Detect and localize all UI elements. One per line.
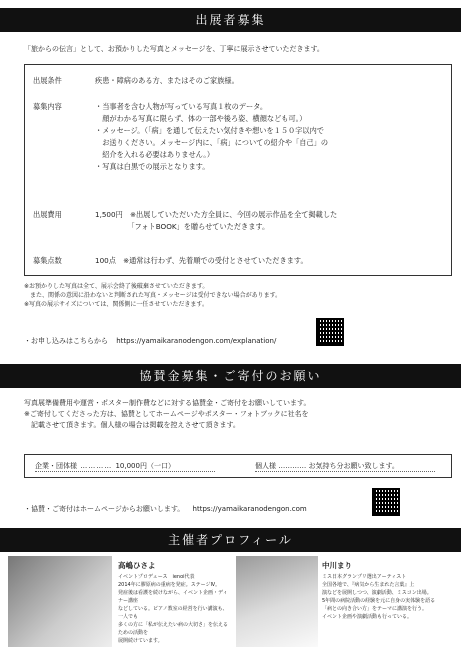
organizer-name-2: 中川まり <box>322 561 352 570</box>
apply-line <box>24 336 324 346</box>
organizer-bio-1: イベントプロデュース ienoi代表 2014年に膠原病の重病を発症。ステージⅣ。 発症後は看護を続けながら、イベント企画・ディナー講座 などしている。ピアノ教室の経営を行い講演も、一人でも 多くの方に「私が伝えたい病の大切さ」を伝えるための活動を 展開続けています。 <box>118 574 229 644</box>
row-content: ・当事者を含む人物が写っている写真１枚のデータ。 顔がわかる写真に限らず、体の一部や後ろ姿、横顔なども可。） ・メッセージ。（「病」を通して伝えたい気付きや想いを１５０字以内で お送りください。メッセージ内に、「病」についての紹介や「自己」の 紹介を入れる必要はありません。） ・写真は白黒での展示となります。 <box>95 102 329 171</box>
organizer-profile-2 <box>322 560 454 621</box>
sponsorship-box <box>24 454 452 478</box>
row-label: 募集点数 <box>33 256 62 265</box>
notes: ※お預かりした写真は全て、展示会終了後破棄させていただきます。 また、関係の意図に沿わないと判断された写真・メッセージは受付できない場合があります。 ※写真の展示サイズについては、関係側に一任させていただきます。 <box>24 283 282 308</box>
apply-text: ・お申し込みはこちらから <box>24 337 108 345</box>
row-content: 1,500円 ※出展していただいた方全員に、今回の展示作品を全て掲載した 「フォトBOOK」を贈らせていただきます。 <box>95 210 338 231</box>
row-label: 募集内容 <box>33 102 62 111</box>
organizer-photo-2 <box>236 556 318 647</box>
organizer-name-1: 高嶋ひさよ <box>118 561 156 570</box>
row-content: 100点 ※通常は行わず、先着順での受付とさせていただきます。 <box>95 256 308 265</box>
qr-code-apply[interactable] <box>316 318 344 346</box>
row-conditions <box>33 75 443 89</box>
intro-text: 「旅からの伝言」として、お預かりした写真とメッセージを、丁寧に展示させていただきます。 <box>24 45 324 53</box>
person-entry: 個人様 ………… お気持ち分お願い致します。 <box>255 461 435 472</box>
row-contents <box>33 101 443 183</box>
row-label: 出展費用 <box>33 210 62 219</box>
organizer-photo-1 <box>8 556 112 647</box>
contact-text: ・協賛・ご寄付はホームページからお願いします。 <box>24 505 185 513</box>
row-fee <box>33 209 443 237</box>
banner-sponsorship: 協賛金募集・ご寄付のお願い <box>0 364 461 388</box>
banner-exhibitor-recruitment: 出展者募集 <box>0 8 461 32</box>
banner-organizer-profile: 主催者プロフィール <box>0 528 461 552</box>
corp-entry: 企業・団体様 ………… 10,000円（一口） <box>35 461 215 472</box>
row-label: 出展条件 <box>33 76 62 85</box>
contact-url[interactable]: https://yamaikaranodengon.com <box>192 505 307 513</box>
sponsorship-text: 写真展準備費用や運営・ポスター制作費などに対する協賛金・ご寄付をお願いしています。 ※ご寄付してくださった方は、協賛としてホームページやポスター・フォトブックに社名を 記載させて頂きます。個人様の場合は掲載を控えさせて頂きます。 <box>24 399 311 429</box>
apply-url[interactable]: https://yamaikaranodengon.com/explanation/ <box>116 337 277 345</box>
organizer-profile-1 <box>118 560 230 645</box>
row-count <box>33 255 443 269</box>
organizer-bio-2: ミス日本グランプリ選出アーティスト 全国各地で、『病気から生まれた言葉』上 演などを展開しつつ、演劇活動、ミスコン出場。 5年間の病院活動の経験を元に自身の実体験を語る 「病との向き合い方」をテーマに講演を行う。 イベント企画や演劇活動も行っている。 <box>322 574 436 620</box>
conditions-box <box>24 64 452 276</box>
contact-line <box>24 504 364 514</box>
qr-code-sponsor[interactable] <box>372 488 400 516</box>
row-content: 疾患・障病のある方、またはそのご家族様。 <box>95 76 239 85</box>
